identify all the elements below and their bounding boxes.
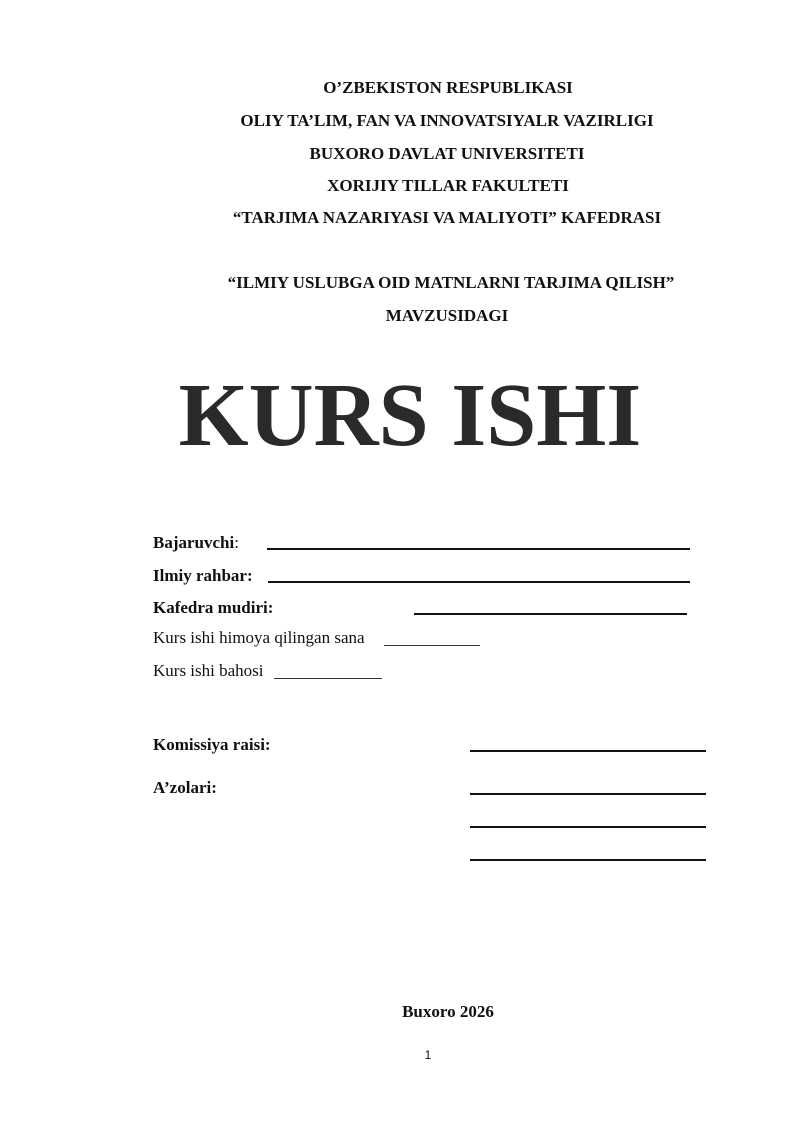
performer-signature-line [267, 548, 690, 550]
topic-title-line: “ILMIY USLUBGA OID MATNLARNI TARJIMA QILISH” [227, 273, 675, 292]
member-signature-line-1 [470, 793, 706, 795]
defense-date-field [153, 628, 365, 648]
performer-field [153, 533, 239, 553]
defense-date-label: Kurs ishi himoya qilingan sana [153, 628, 365, 647]
department-head-field [153, 598, 273, 618]
commission-chair-signature-line [470, 750, 706, 752]
supervisor-label: Ilmiy rahbar: [153, 566, 253, 585]
supervisor-signature-line [268, 581, 690, 583]
city-year: Buxoro 2026 [402, 1002, 494, 1021]
faculty-line: XORIJIY TILLAR FAKULTETI [327, 176, 569, 195]
department-line: “TARJIMA NAZARIYASI VA MALIYOTI” KAFEDRASI [232, 208, 662, 227]
performer-label: Bajaruvchi [153, 533, 235, 552]
member-signature-line-3 [470, 859, 706, 861]
members-field [153, 778, 217, 798]
performer-colon: : [234, 533, 239, 552]
university-line: BUXORO DAVLAT UNIVERSITETI [309, 144, 585, 163]
ministry-country-line: O’ZBEKISTON RESPUBLIKASI [323, 78, 573, 97]
members-label: A’zolari: [153, 778, 217, 797]
grade-line [274, 678, 382, 679]
ministry-name-line: OLIY TA’LIM, FAN VA INNOVATSIYALR VAZIRLIGI [240, 111, 654, 130]
grade-label: Kurs ishi bahosi [153, 661, 264, 680]
department-head-signature-line [414, 613, 687, 615]
topic-subtitle-line: MAVZUSIDAGI [385, 306, 509, 325]
page-number: 1 [424, 1048, 432, 1062]
document-title: KURS ISHI [178, 366, 642, 465]
supervisor-field [153, 566, 253, 586]
commission-chair-label: Komissiya raisi: [153, 735, 271, 754]
commission-chair-field [153, 735, 271, 755]
grade-field [153, 661, 264, 681]
member-signature-line-2 [470, 826, 706, 828]
defense-date-line [384, 645, 480, 646]
department-head-label: Kafedra mudiri: [153, 598, 274, 617]
